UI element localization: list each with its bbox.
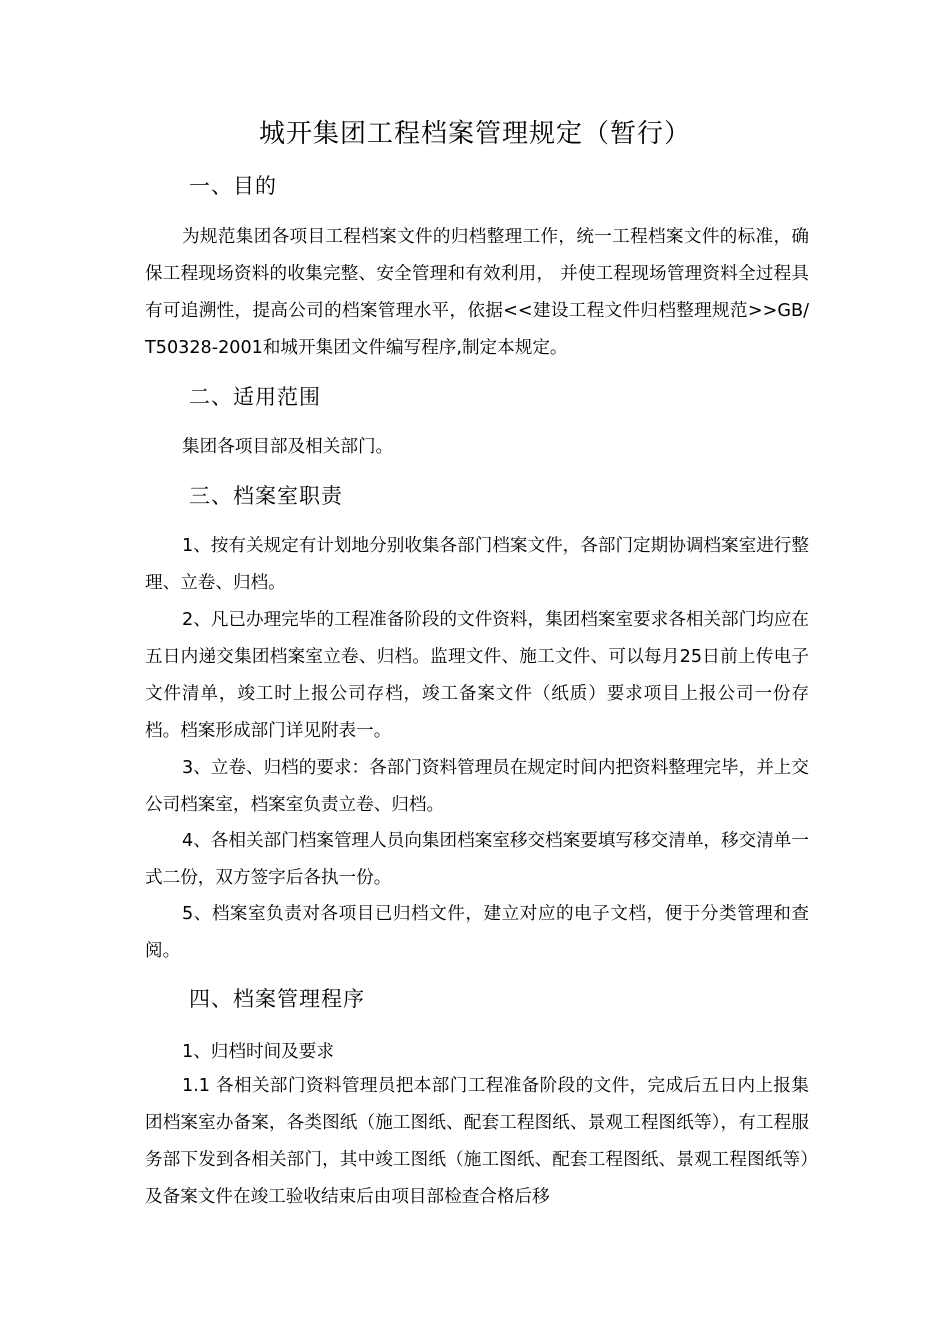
paragraph-procedure-1-1: 1.1 各相关部门资料管理员把本部门工程准备阶段的文件，完成后五日内上报集团档案室办备案，各类图纸（施工图纸、配套工程图纸、景观工程图纸等），有工程服务部下发到各相关部门，其中竣工图纸（施工图纸、配套工程图纸、景观工程图纸等）及备案文件在竣工验收结束后由项目部检查合格后移 xyxy=(145,1076,809,1207)
list-item-duty-1: 1、按有关规定有计划地分别收集各部门档案文件，各部门定期协调档案室进行整理、立卷、归档。 xyxy=(145,536,809,593)
paragraph-scope: 集团各项目部及相关部门。 xyxy=(182,437,394,457)
list-item-duty-4: 4、各相关部门档案管理人员向集团档案室移交档案要填写移交清单，移交清单一式二份，双方签字后各执一份。 xyxy=(145,831,809,888)
paragraph-purpose: 为规范集团各项目工程档案文件的归档整理工作，统一工程档案文件的标准，确保工程现场资料的收集完整、安全管理和有效利用， 并使工程现场管理资料全过程具有可追溯性，提高公司的档案管理水平，依据<<建设工程文件归档整理规范>>GB/T50328-2001和城开集团文件编写程序,制定本规定。 xyxy=(145,227,809,358)
section-heading-scope: 二、适用范围 xyxy=(189,385,321,409)
list-item-duty-2: 2、凡已办理完毕的工程准备阶段的文件资料，集团档案室要求各相关部门均应在五日内递交集团档案室立卷、归档。监理文件、施工文件、可以每月25日前上传电子文件清单，竣工时上报公司存档，竣工备案文件（纸质）要求项目上报公司一份存档。档案形成部门详见附表一。 xyxy=(145,610,809,741)
section-heading-procedure: 四、档案管理程序 xyxy=(189,987,365,1011)
section-heading-purpose: 一、目的 xyxy=(189,174,277,198)
section-heading-archive-duties: 三、档案室职责 xyxy=(189,484,343,508)
subheading-archive-time: 1、归档时间及要求 xyxy=(182,1042,334,1062)
list-item-duty-5: 5、档案室负责对各项目已归档文件，建立对应的电子文档，便于分类管理和查阅。 xyxy=(145,904,809,961)
document-title: 城开集团工程档案管理规定（暂行） xyxy=(258,119,691,149)
list-item-duty-3: 3、立卷、归档的要求：各部门资料管理员在规定时间内把资料整理完毕，并上交公司档案室，档案室负责立卷、归档。 xyxy=(145,758,809,815)
